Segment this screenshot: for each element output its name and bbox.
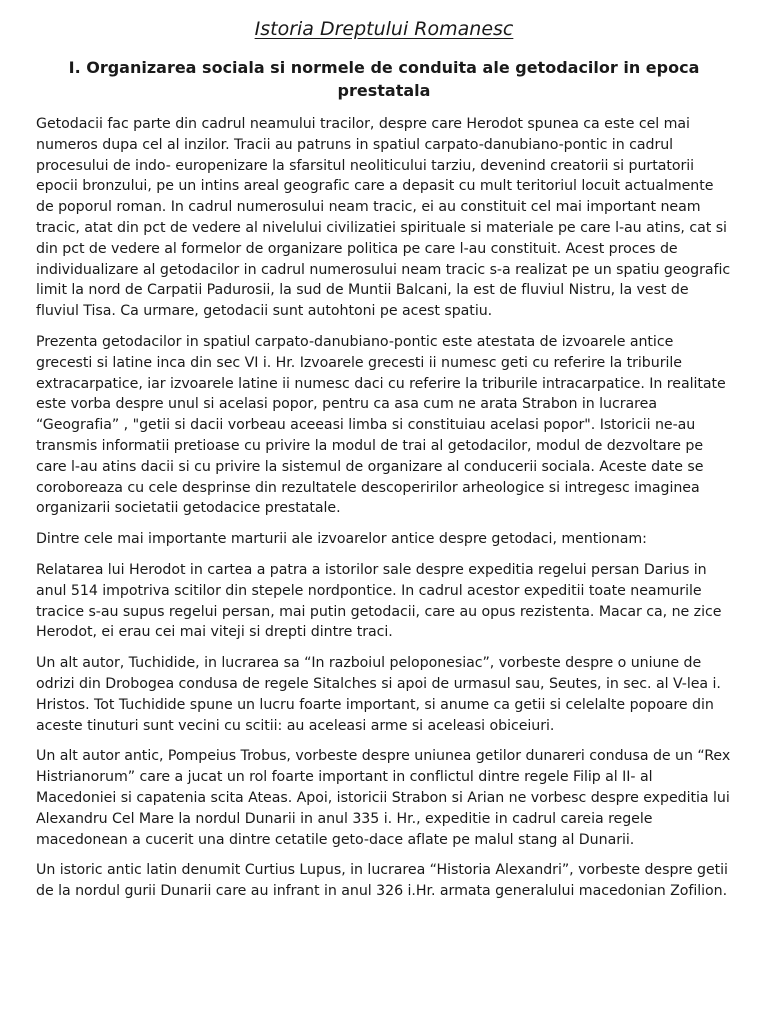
paragraph: Dintre cele mai importante marturii ale izvoarelor antice despre getodaci, mentionam: bbox=[36, 531, 647, 548]
paragraph: Prezenta getodacilor in spatiul carpato-danubiano-pontic este atestata de izvoarele antice grecesti si latine inca din sec VI i. Hr. Izvoarele grecesti ii numesc geti cu referire la triburile extracarpatice, iar izvoarele latine ii numesc daci cu referire la triburile intracarpatice. In realitate este vorba despre unul si acelasi popor, pentru ca asa cum ne arata Strabon in lucrarea “Geografia” , "getii si dacii vorbeau aceeasi limba si constituiau acelasi popor". Istoricii ne-au transmis informatii pretioase cu privire la modul de trai al getodacilor, modul de dezvoltare pe care l-au atins dacii si cu privire la sistemul de organizare al conducerii sociala. Aceste date se coroboreaza cu cele desprinse din rezultatele descoperirilor arheologice si intregesc imaginea organizarii societatii getodacice prestatale. bbox=[36, 333, 726, 517]
paragraph: Relatarea lui Herodot in cartea a patra a istorilor sale despre expeditia regelui persan Darius in anul 514 impotriva scitilor din stepele nordpontice. In cadrul acestor expeditii toate neamurile tracice s-au supus regelui persan, mai putin getodacii, care au opus rezistenta. Macar ca, ne zice Herodot, ei erau cei mai viteji si drepti dintre traci. bbox=[36, 561, 722, 641]
paragraph: Getodacii fac parte din cadrul neamului tracilor, despre care Herodot spunea ca este cel mai numeros dupa cel al inzilor. Tracii au patruns in spatiul carpato-danubiano-pontic in cadrul procesului de indo- europenizare la sfarsitul neoliticului tarziu, devenind creatorii si purtatorii epocii bronzului, pe un intins areal geografic care a depasit cu mult teritoriul locuit actualmente de poporul roman. In cadrul numerosului neam tracic, ei au constituit cel mai important neam tracic, atat din pct de vedere al nivelului civilizatiei spirituale si materiale pe care l-au atins, cat si din pct de vedere al formelor de organizare politica pe care l-au constituit. Acest proces de individualizare al getodacilor in cadrul numerosului neam tracic s-a realizat pe un spatiu geografic limit la nord de Carpatii Padurosii, la sud de Muntii Balcani, la est de fluviul Nistru, la vest de fluviul Tisa. Ca urmare, getodacii sunt autohtoni pe acest spatiu. bbox=[36, 116, 731, 320]
paragraph: Un alt autor, Tuchidide, in lucrarea sa “In razboiul peloponesiac”, vorbeste despre o uniune de odrizi din Drobogea condusa de regele Sitalches si apoi de urmasul sau, Seutes, in sec. al V-lea i. Hristos. Tot Tuchidide spune un lucru foarte important, si anume ca getii si celelalte popoare din aceste tinuturi sunt vecini cu scitii: au aceleasi arme si aceleasi obiceiuri. bbox=[36, 655, 721, 734]
paragraph: Un alt autor antic, Pompeius Trobus, vorbeste despre uniunea getilor dunareri condusa de un “Rex Histrianorum” care a jucat un rol foarte important in conflictul dintre regele Filip al II- al Macedoniei si capatenia scita Ateas. Apoi, istoricii Strabon si Arian ne vorbesc despre expeditia lui Alexandru Cel Mare la nordul Dunarii in anul 335 i. Hr., expeditie in cadrul careia regele macedonean a cucerit una dintre cetatile geto-dace aflate pe malul stang al Dunarii. bbox=[36, 748, 731, 848]
document-title: Istoria Dreptului Romanesc bbox=[254, 18, 514, 40]
section-heading: I. Organizarea sociala si normele de conduita ale getodacilor in epoca prestatala bbox=[68, 58, 700, 100]
paragraph: Un istoric antic latin denumit Curtius Lupus, in lucrarea “Historia Alexandri”, vorbeste despre getii de la nordul gurii Dunarii care au infrant in anul 326 i.Hr. armata generalului macedonian Zofilion. bbox=[36, 862, 728, 900]
